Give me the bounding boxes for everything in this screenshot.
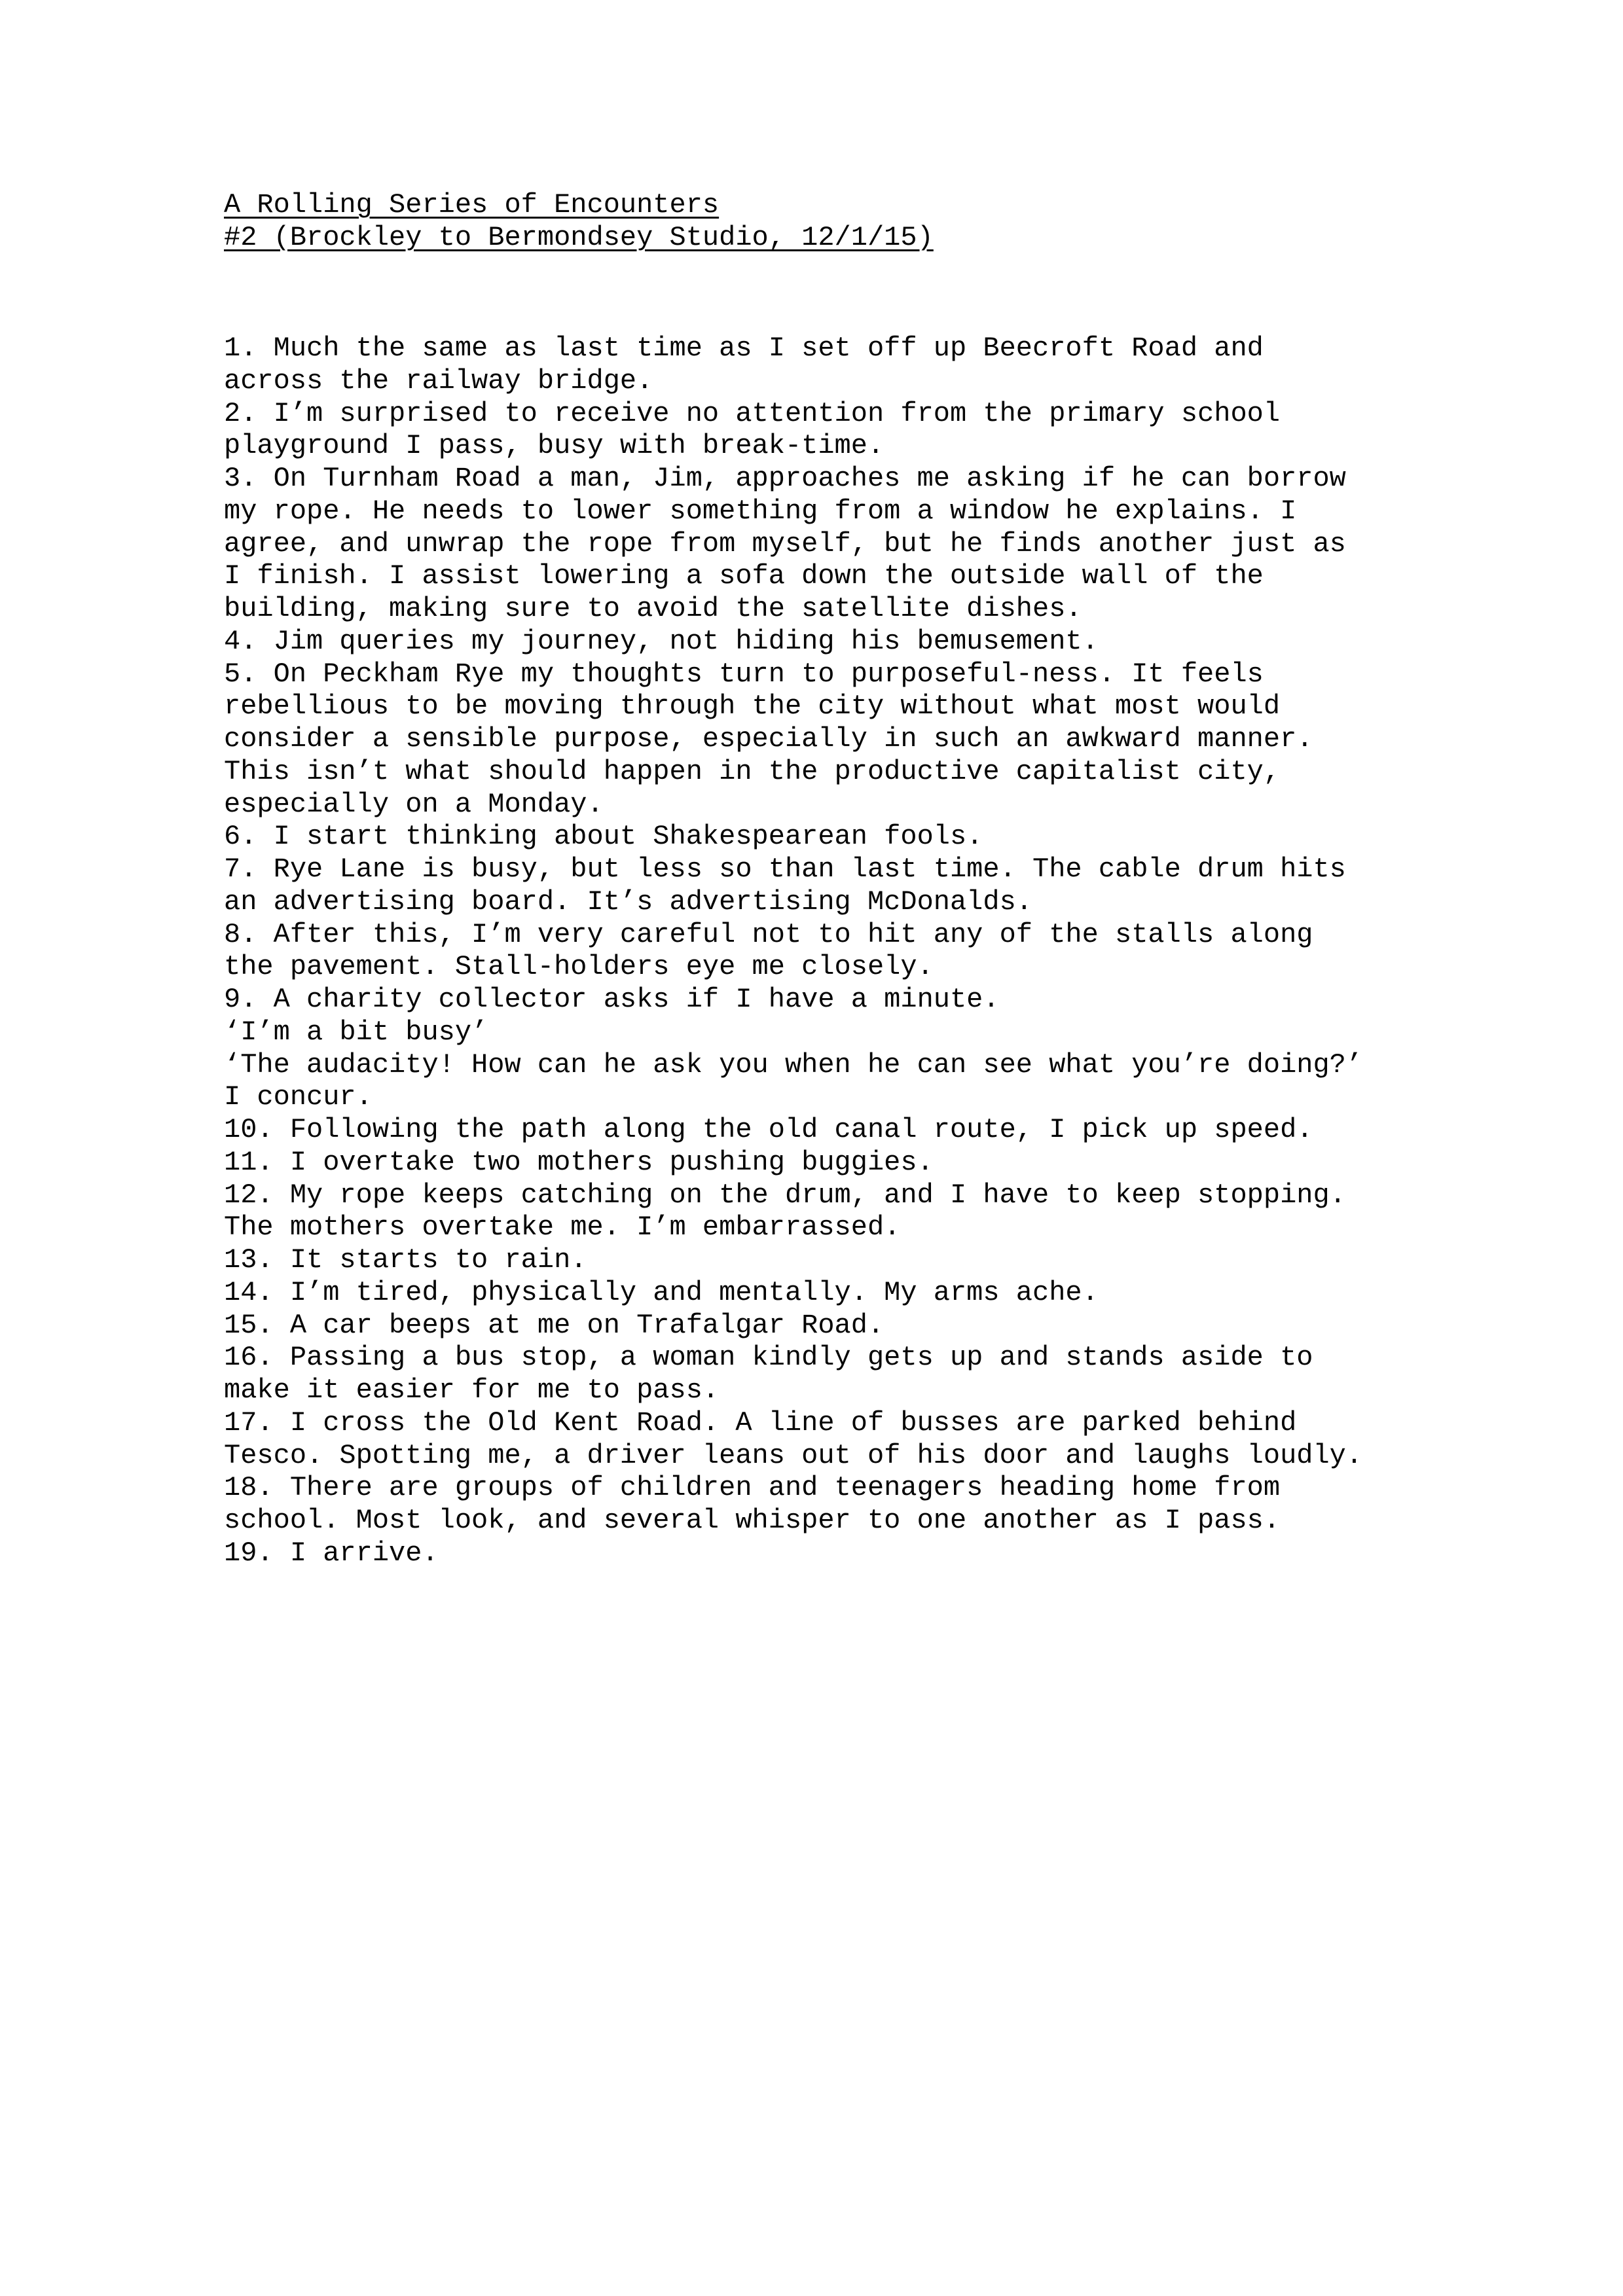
document-title-line-1: A Rolling Series of Encounters: [224, 189, 720, 221]
document-title-line-2: #2 (Brockley to Bermondsey Studio, 12/1/15): [224, 222, 934, 253]
text-line: an advertising board. It’s advertising McDonalds.: [224, 886, 1033, 918]
text-line: especially on a Monday.: [224, 788, 604, 820]
text-line: ‘I’m a bit busy’: [224, 1016, 488, 1048]
document-body: [224, 332, 1362, 1570]
text-line: 19. I arrive.: [224, 1537, 439, 1569]
text-line: 6. I start thinking about Shakespearean fools.: [224, 821, 983, 853]
text-line: playground I pass, busy with break-time.: [224, 430, 884, 462]
text-line: 4. Jim queries my journey, not hiding his bemusement.: [224, 625, 1099, 657]
text-line: 17. I cross the Old Kent Road. A line of busses are parked behind: [224, 1407, 1297, 1439]
text-line: across the railway bridge.: [224, 365, 653, 397]
text-line: 13. It starts to rain.: [224, 1244, 587, 1276]
text-line: Tesco. Spotting me, a driver leans out of his door and laughs loudly.: [224, 1439, 1363, 1471]
text-line: 7. Rye Lane is busy, but less so than last time. The cable drum hits: [224, 853, 1346, 885]
text-line: 5. On Peckham Rye my thoughts turn to purposeful-ness. It feels: [224, 658, 1264, 690]
text-line: 3. On Turnham Road a man, Jim, approaches me asking if he can borrow: [224, 463, 1346, 494]
text-line: school. Most look, and several whisper to one another as I pass.: [224, 1505, 1281, 1536]
text-line: 9. A charity collector asks if I have a minute.: [224, 984, 1000, 1015]
text-line: 18. There are groups of children and teenagers heading home from: [224, 1472, 1281, 1504]
text-line: I concur.: [224, 1081, 373, 1113]
text-line: The mothers overtake me. I’m embarrassed.: [224, 1211, 901, 1244]
text-line: ‘The audacity! How can he ask you when he can see what you’re doing?’: [224, 1049, 1363, 1081]
text-line: 11. I overtake two mothers pushing buggies.: [224, 1146, 934, 1178]
text-line: This isn’t what should happen in the productive capitalist city,: [224, 755, 1281, 787]
text-line: 2. I’m surprised to receive no attention from the primary school: [224, 397, 1281, 429]
text-line: my rope. He needs to lower something from a window he explains. I: [224, 495, 1297, 527]
text-line: 14. I’m tired, physically and mentally. My arms ache.: [224, 1276, 1099, 1308]
text-line: make it easier for me to pass.: [224, 1374, 720, 1406]
text-line: 12. My rope keeps catching on the drum, and I have to keep stopping.: [224, 1179, 1346, 1211]
text-line: 10. Following the path along the old canal route, I pick up speed.: [224, 1114, 1313, 1145]
text-line: 1. Much the same as last time as I set off up Beecroft Road and: [224, 332, 1264, 364]
document-title: [224, 188, 934, 254]
text-line: consider a sensible purpose, especially in such an awkward manner.: [224, 723, 1313, 755]
text-line: the pavement. Stall-holders eye me closely.: [224, 951, 934, 983]
text-line: building, making sure to avoid the satellite dishes.: [224, 593, 1082, 624]
text-line: agree, and unwrap the rope from myself, but he finds another just as: [224, 528, 1346, 560]
text-line: I finish. I assist lowering a sofa down the outside wall of the: [224, 560, 1264, 592]
text-line: rebellious to be moving through the city without what most would: [224, 691, 1281, 723]
text-line: 8. After this, I’m very careful not to hit any of the stalls along: [224, 918, 1313, 950]
text-line: 16. Passing a bus stop, a woman kindly gets up and stands aside to: [224, 1342, 1313, 1374]
text-line: 15. A car beeps at me on Trafalgar Road.: [224, 1309, 884, 1341]
